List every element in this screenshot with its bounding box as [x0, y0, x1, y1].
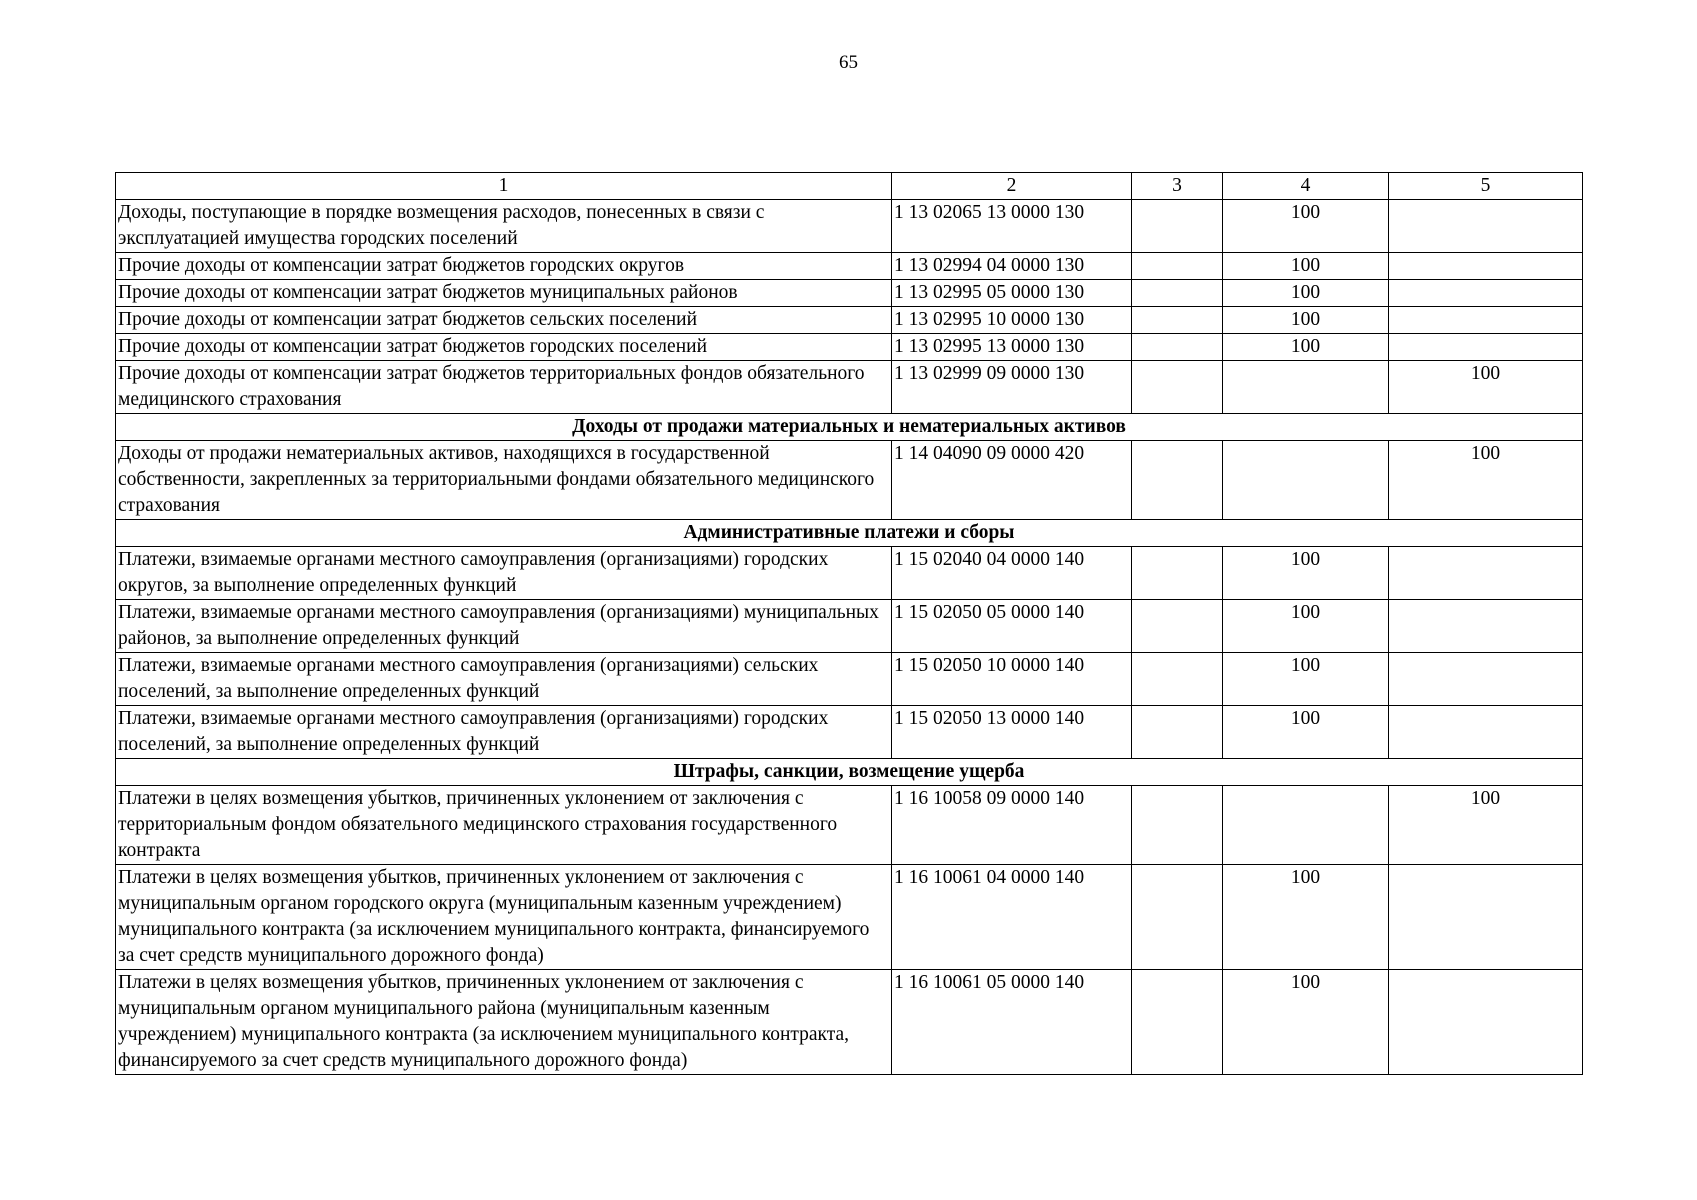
column-3-cell [1132, 600, 1223, 653]
column-5-cell: 100 [1389, 361, 1583, 414]
revenue-name-cell: Платежи в целях возмещения убытков, причиненных уклонением от заключения с муниципальным органом муниципального района (муниципальным казенным учреждением) муниципального контракта (за исключением муниципального контракта, финансируемого за счет средств муниципального дорожного фонда) [116, 970, 892, 1075]
column-header: 1 [116, 173, 892, 200]
column-5-cell [1389, 865, 1583, 970]
column-3-cell [1132, 786, 1223, 865]
table-row [116, 441, 1583, 520]
column-4-cell: 100 [1223, 653, 1389, 706]
section-title: Административные платежи и сборы [116, 520, 1583, 547]
table-row [116, 307, 1583, 334]
column-3-cell [1132, 970, 1223, 1075]
table-row [116, 706, 1583, 759]
table-row [116, 253, 1583, 280]
section-header-row [116, 414, 1583, 441]
column-3-cell [1132, 334, 1223, 361]
column-header: 5 [1389, 173, 1583, 200]
budget-code-cell: 1 15 02050 10 0000 140 [892, 653, 1132, 706]
column-4-cell: 100 [1223, 334, 1389, 361]
table-body [116, 200, 1583, 1075]
column-3-cell [1132, 441, 1223, 520]
table-row [116, 600, 1583, 653]
column-5-cell [1389, 334, 1583, 361]
revenue-name-cell: Доходы от продажи нематериальных активов, находящихся в государственной собственности, закрепленных за территориальными фондами обязательного медицинского страхования [116, 441, 892, 520]
column-3-cell [1132, 547, 1223, 600]
budget-code-cell: 1 13 02995 05 0000 130 [892, 280, 1132, 307]
column-4-cell: 100 [1223, 706, 1389, 759]
column-3-cell [1132, 253, 1223, 280]
column-5-cell [1389, 253, 1583, 280]
section-header-row [116, 759, 1583, 786]
column-3-cell [1132, 200, 1223, 253]
column-3-cell [1132, 361, 1223, 414]
column-3-cell [1132, 307, 1223, 334]
column-4-cell: 100 [1223, 547, 1389, 600]
column-4-cell: 100 [1223, 253, 1389, 280]
revenue-name-cell: Платежи, взимаемые органами местного самоуправления (организациями) муниципальных районов, за выполнение определенных функций [116, 600, 892, 653]
column-4-cell: 100 [1223, 600, 1389, 653]
revenue-name-cell: Платежи в целях возмещения убытков, причиненных уклонением от заключения с территориальным фондом обязательного медицинского страхования государственного контракта [116, 786, 892, 865]
revenue-name-cell: Доходы, поступающие в порядке возмещения расходов, понесенных в связи с эксплуатацией имущества городских поселений [116, 200, 892, 253]
column-header: 2 [892, 173, 1132, 200]
column-5-cell [1389, 600, 1583, 653]
budget-code-cell: 1 16 10058 09 0000 140 [892, 786, 1132, 865]
table-row [116, 334, 1583, 361]
section-title: Доходы от продажи материальных и нематериальных активов [116, 414, 1583, 441]
column-5-cell: 100 [1389, 441, 1583, 520]
budget-code-cell: 1 15 02050 13 0000 140 [892, 706, 1132, 759]
column-5-cell: 100 [1389, 786, 1583, 865]
budget-code-cell: 1 15 02040 04 0000 140 [892, 547, 1132, 600]
budget-code-cell: 1 14 04090 09 0000 420 [892, 441, 1132, 520]
budget-code-cell: 1 13 02065 13 0000 130 [892, 200, 1132, 253]
column-4-cell: 100 [1223, 200, 1389, 253]
column-4-cell: 100 [1223, 280, 1389, 307]
column-4-cell [1223, 361, 1389, 414]
column-5-cell [1389, 706, 1583, 759]
revenue-name-cell: Платежи в целях возмещения убытков, причиненных уклонением от заключения с муниципальным органом городского округа (муниципальным казенным учреждением) муниципального контракта (за исключением муниципального контракта, финансируемого за счет средств муниципального дорожного фонда) [116, 865, 892, 970]
section-header-row [116, 520, 1583, 547]
column-5-cell [1389, 280, 1583, 307]
budget-code-cell: 1 13 02995 10 0000 130 [892, 307, 1132, 334]
column-5-cell [1389, 653, 1583, 706]
revenue-name-cell: Прочие доходы от компенсации затрат бюджетов территориальных фондов обязательного медицинского страхования [116, 361, 892, 414]
budget-code-cell: 1 13 02995 13 0000 130 [892, 334, 1132, 361]
revenue-name-cell: Платежи, взимаемые органами местного самоуправления (организациями) городских поселений, за выполнение определенных функций [116, 706, 892, 759]
column-4-cell: 100 [1223, 865, 1389, 970]
budget-code-cell: 1 13 02994 04 0000 130 [892, 253, 1132, 280]
revenue-name-cell: Прочие доходы от компенсации затрат бюджетов сельских поселений [116, 307, 892, 334]
revenue-name-cell: Платежи, взимаемые органами местного самоуправления (организациями) городских округов, за выполнение определенных функций [116, 547, 892, 600]
column-3-cell [1132, 280, 1223, 307]
budget-code-cell: 1 16 10061 04 0000 140 [892, 865, 1132, 970]
table-row [116, 653, 1583, 706]
column-3-cell [1132, 865, 1223, 970]
table-row [116, 200, 1583, 253]
column-4-cell: 100 [1223, 970, 1389, 1075]
column-header: 4 [1223, 173, 1389, 200]
column-4-cell [1223, 786, 1389, 865]
budget-revenue-table [115, 172, 1583, 1075]
table-row [116, 865, 1583, 970]
column-5-cell [1389, 547, 1583, 600]
table-row [116, 786, 1583, 865]
column-3-cell [1132, 653, 1223, 706]
budget-code-cell: 1 16 10061 05 0000 140 [892, 970, 1132, 1075]
revenue-name-cell: Платежи, взимаемые органами местного самоуправления (организациями) сельских поселений, за выполнение определенных функций [116, 653, 892, 706]
table-row [116, 970, 1583, 1075]
revenue-name-cell: Прочие доходы от компенсации затрат бюджетов муниципальных районов [116, 280, 892, 307]
table-row [116, 280, 1583, 307]
table-row [116, 547, 1583, 600]
table-header-row [116, 173, 1583, 200]
page-number: 65 [839, 52, 858, 73]
table-row [116, 361, 1583, 414]
column-4-cell: 100 [1223, 307, 1389, 334]
column-3-cell [1132, 706, 1223, 759]
column-5-cell [1389, 307, 1583, 334]
column-header: 3 [1132, 173, 1223, 200]
budget-code-cell: 1 15 02050 05 0000 140 [892, 600, 1132, 653]
column-5-cell [1389, 200, 1583, 253]
column-4-cell [1223, 441, 1389, 520]
budget-code-cell: 1 13 02999 09 0000 130 [892, 361, 1132, 414]
revenue-name-cell: Прочие доходы от компенсации затрат бюджетов городских округов [116, 253, 892, 280]
revenue-name-cell: Прочие доходы от компенсации затрат бюджетов городских поселений [116, 334, 892, 361]
section-title: Штрафы, санкции, возмещение ущерба [116, 759, 1583, 786]
column-5-cell [1389, 970, 1583, 1075]
